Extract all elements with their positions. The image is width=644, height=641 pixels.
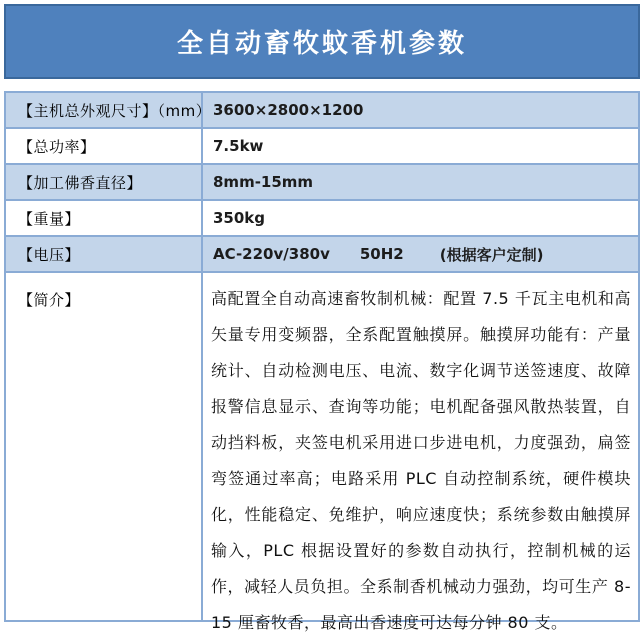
voltage-value: AC-220v/380v — [213, 245, 330, 263]
row-value-weight: 350kg — [213, 209, 266, 227]
table-row-diameter — [6, 165, 638, 201]
table-row-voltage — [6, 237, 638, 273]
page-title: 全自动畜牧蚊香机参数 — [176, 29, 467, 59]
table-row-intro — [6, 273, 638, 632]
row-value-intro — [203, 273, 638, 632]
row-value-dimensions: 3600×2800×1200 — [213, 101, 364, 119]
frequency-value: 50H2 — [359, 245, 404, 263]
table-row-dimensions — [6, 93, 638, 129]
row-value-voltage — [203, 237, 638, 271]
row-label-dimensions: 【主机总外观尺寸】（mm） — [6, 93, 203, 127]
table-row-power — [6, 129, 638, 165]
row-value-power: 7.5kw — [213, 137, 264, 155]
intro-paragraph: 高配置全自动高速畜牧制机械：配置 7.5 千瓦主电机和高矢量专用变频器，全系配置触摸屏。触摸屏功能有：产量统计、自动检测电压、电流、数字化调节送签速度、故障报警信息显示、查询等功能；电机配备强风散热装置，自动挡料板，夹签电机采用进口步进电机，力度强劲，扁签弯签通过率高；电路采用 PLC 自动控制系统，硬件模块化，性能稳定、免维护，响应速度快；系统参数由触摸屏输入，PLC 根据设置好的参数自动执行，控制机械的运作，减轻人员负担。全系制香机械动力强劲，均可生产 8-15 厘畜牧香，最高出香速度可达每分钟 80 支。 — [211, 289, 631, 632]
voltage-note: (根据客户定制) — [439, 245, 544, 264]
row-label-power: 【总功率】 — [6, 129, 203, 163]
table-row-weight — [6, 201, 638, 237]
title-banner — [4, 4, 640, 79]
row-label-diameter: 【加工佛香直径】 — [6, 165, 203, 199]
row-label-weight: 【重量】 — [6, 201, 203, 235]
spec-sheet — [4, 4, 640, 632]
spec-table — [4, 91, 640, 632]
row-label-voltage: 【电压】 — [6, 237, 203, 271]
row-label-intro: 【简介】 — [6, 273, 203, 620]
row-value-diameter: 8mm-15mm — [213, 173, 314, 191]
